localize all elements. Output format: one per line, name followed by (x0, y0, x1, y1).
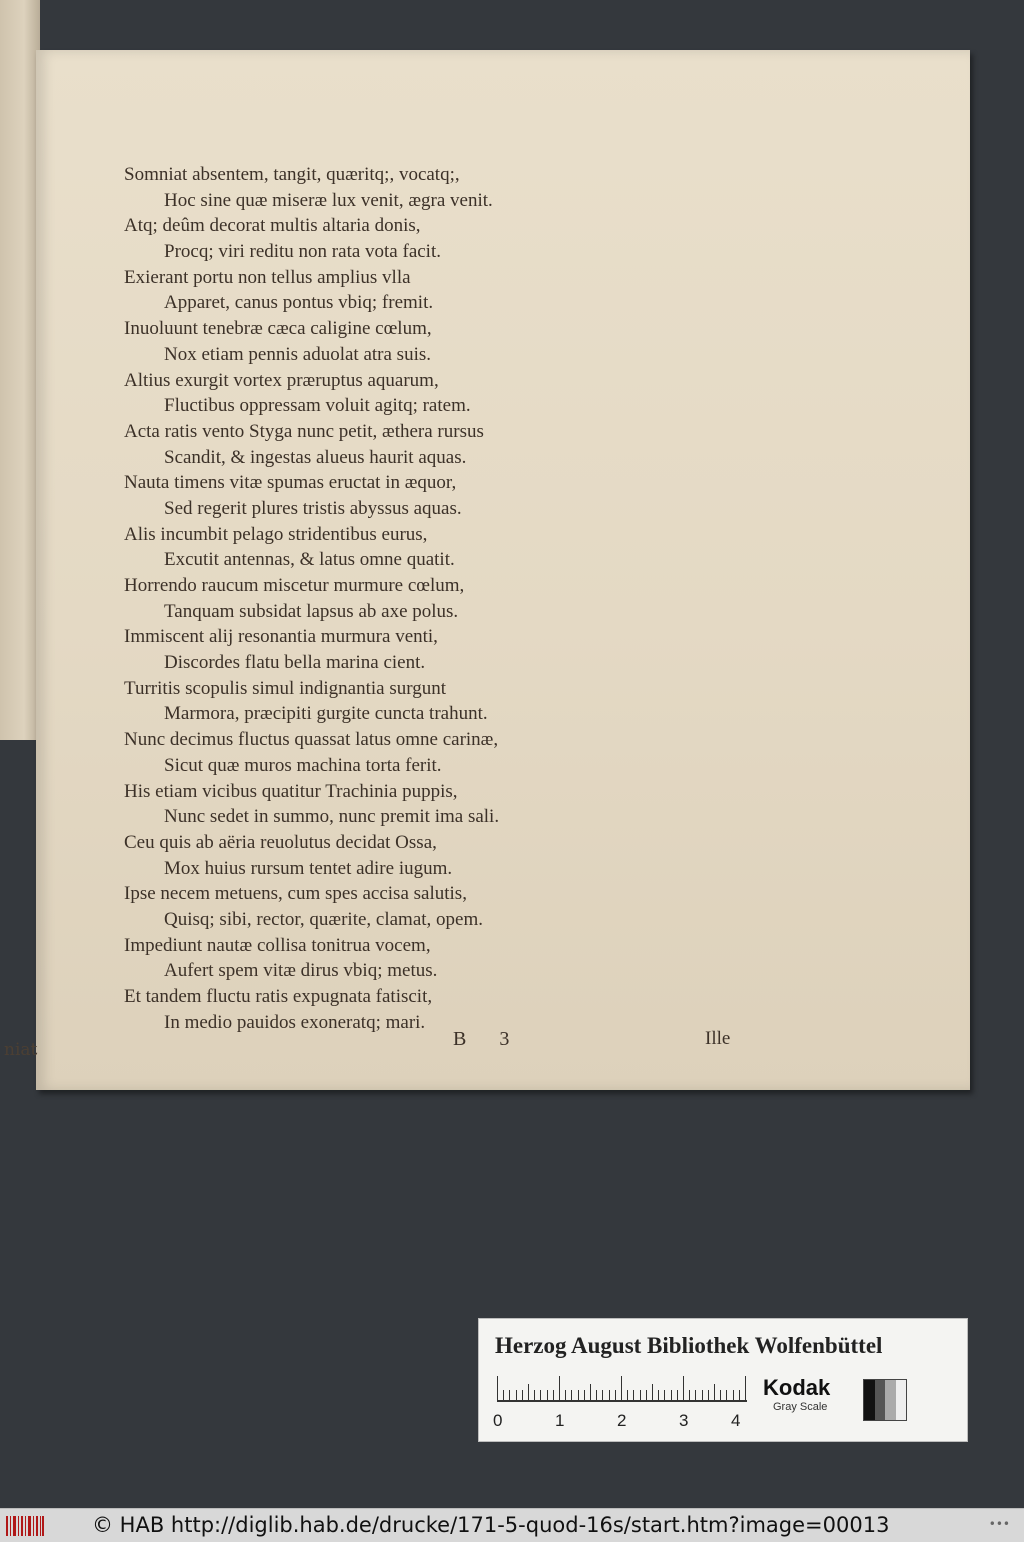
ruler-number-3: 3 (679, 1411, 689, 1430)
ruler-tick (683, 1376, 684, 1400)
poem-line: Sicut quæ muros machina torta ferit. (164, 754, 442, 776)
ruler-tick (726, 1390, 727, 1400)
footer-copyright-url[interactable]: © HAB http://diglib.hab.de/drucke/171-5-quod-16s/start.htm?image=00013 (92, 1513, 890, 1537)
poem-line: Nunc sedet in summo, nunc premit ima sali. (164, 806, 500, 828)
poem-line: Atq; deûm decorat multis altaria donis, (124, 215, 421, 237)
poem-line: Discordes flatu bella marina cient. (164, 652, 426, 674)
ruler-tick (627, 1390, 628, 1400)
ruler-tick (664, 1390, 665, 1400)
poem-line: Aufert spem vitæ dirus vbiq; metus. (164, 960, 438, 982)
ruler-tick (677, 1390, 678, 1400)
ruler-tick (503, 1390, 504, 1400)
ruler-tick (720, 1390, 721, 1400)
poem-line: Marmora, præcipiti gurgite cuncta trahunt. (164, 703, 488, 725)
poem-line: Nauta timens vitæ spumas eructat in æquor, (124, 472, 457, 494)
poem-line: Et tandem fluctu ratis expugnata fatiscit, (124, 986, 433, 1007)
poem-line: Alis incumbit pelago stridentibus eurus, (124, 523, 428, 545)
library-name: Herzog August Bibliothek Wolfenbüttel (495, 1333, 883, 1358)
ruler-number-2: 2 (617, 1411, 627, 1430)
poem-line: Acta ratis vento Styga nunc petit, æthera rursus (124, 420, 484, 442)
poem-line: Ceu quis ab aëria reuolutus decidat Ossa, (124, 831, 437, 853)
signature-mark: B 3 (453, 1028, 524, 1050)
ruler-tick (646, 1390, 647, 1400)
ruler-tick (571, 1390, 572, 1400)
ruler-tick (534, 1390, 535, 1400)
ruler-number-4: 4 (731, 1411, 741, 1430)
poem-line: Tanquam subsidat lapsus ab axe polus. (164, 600, 459, 622)
ruler-tick (640, 1390, 641, 1400)
ruler-tick (602, 1390, 603, 1400)
previous-page-edge (0, 0, 40, 740)
poem-line: Impediunt nautæ collisa tonitrua vocem, (124, 934, 431, 956)
poem-line: Ipse necem metuens, cum spes accisa salutis, (124, 883, 467, 905)
ruler-tick (714, 1384, 715, 1400)
ruler-tick (745, 1376, 746, 1400)
ruler-tick (578, 1390, 579, 1400)
ruler-tick (497, 1376, 498, 1400)
ruler-tick (708, 1390, 709, 1400)
ruler-tick (671, 1390, 672, 1400)
poem-line: Apparet, canus pontus vbiq; fremit. (164, 292, 434, 314)
poem-line: Horrendo raucum miscetur murmure cœlum, (124, 575, 465, 596)
ruler-tick (615, 1390, 616, 1400)
catchword: Ille (705, 1028, 731, 1049)
ruler-number-1: 1 (555, 1411, 565, 1430)
ruler-tick (596, 1390, 597, 1400)
ruler-tick (658, 1390, 659, 1400)
ruler-tick (509, 1390, 510, 1400)
ruler-tick (702, 1390, 703, 1400)
ruler-tick (733, 1390, 734, 1400)
footer-bar (0, 1508, 1024, 1542)
poem-line: Exierant portu non tellus amplius vlla (124, 266, 411, 288)
ruler-tick (689, 1390, 690, 1400)
ruler-tick (553, 1390, 554, 1400)
ruler-tick (633, 1390, 634, 1400)
poem-line: Sed regerit plures tristis abyssus aquas. (164, 497, 462, 519)
poem-line: Inuoluunt tenebræ cæca caligine cœlum, (124, 318, 432, 340)
ruler-tick (528, 1384, 529, 1400)
ruler-tick (652, 1384, 653, 1400)
poem-line: Mox huius rursum tentet adire iugum. (164, 857, 453, 879)
ruler-tick (559, 1376, 560, 1400)
poem-line: Procq; viri reditu non rata vota facit. (164, 241, 441, 263)
kodak-logo: Kodak (763, 1375, 831, 1400)
measurement-ruler (497, 1374, 747, 1402)
poem-line: Excutit antennas, & latus omne quatit. (164, 549, 455, 571)
poem-line: Quisq; sibi, rector, quærite, clamat, opem. (164, 908, 484, 930)
ruler-tick (516, 1390, 517, 1400)
ruler-tick (540, 1390, 541, 1400)
poem-line: Nunc decimus fluctus quassat latus omne carinæ, (124, 729, 499, 751)
poem-line: In medio pauidos exoneratq; mari. (164, 1011, 426, 1033)
ruler-tick (522, 1390, 523, 1400)
ruler-tick (590, 1384, 591, 1400)
poem-line: Hoc sine quæ miseræ lux venit, ægra venit. (164, 189, 493, 211)
ruler-tick (547, 1390, 548, 1400)
gray-scale-label: Gray Scale (773, 1401, 828, 1413)
gray-scale-patch (863, 1379, 907, 1421)
more-options-icon[interactable]: ••• (988, 1517, 1010, 1531)
poem-line: Nox etiam pennis aduolat atra suis. (164, 343, 431, 365)
barcode-icon (6, 1516, 44, 1536)
ruler-tick (621, 1376, 622, 1400)
poem-text (124, 162, 499, 1035)
ruler-tick (609, 1390, 610, 1400)
poem-line: Fluctibus oppressam voluit agitq; ratem. (164, 395, 471, 417)
ruler-tick (739, 1390, 740, 1400)
poem-line: Immiscent alij resonantia murmura venti, (124, 626, 438, 648)
poem-line: Somniat absentem, tangit, quæritq;, vocatq;, (124, 164, 460, 185)
color-calibration-target (478, 1318, 968, 1442)
previous-page-text: niat (4, 1040, 38, 1060)
ruler-number-0: 0 (493, 1411, 503, 1430)
ruler-tick (584, 1390, 585, 1400)
poem-line: His etiam vicibus quatitur Trachinia puppis, (124, 780, 458, 802)
ruler-tick (695, 1390, 696, 1400)
poem-line: Turritis scopulis simul indignantia surgunt (124, 677, 446, 699)
ruler-tick (565, 1390, 566, 1400)
poem-line: Altius exurgit vortex præruptus aquarum, (124, 369, 439, 391)
poem-line: Scandit, & ingestas alueus haurit aquas. (164, 446, 467, 468)
